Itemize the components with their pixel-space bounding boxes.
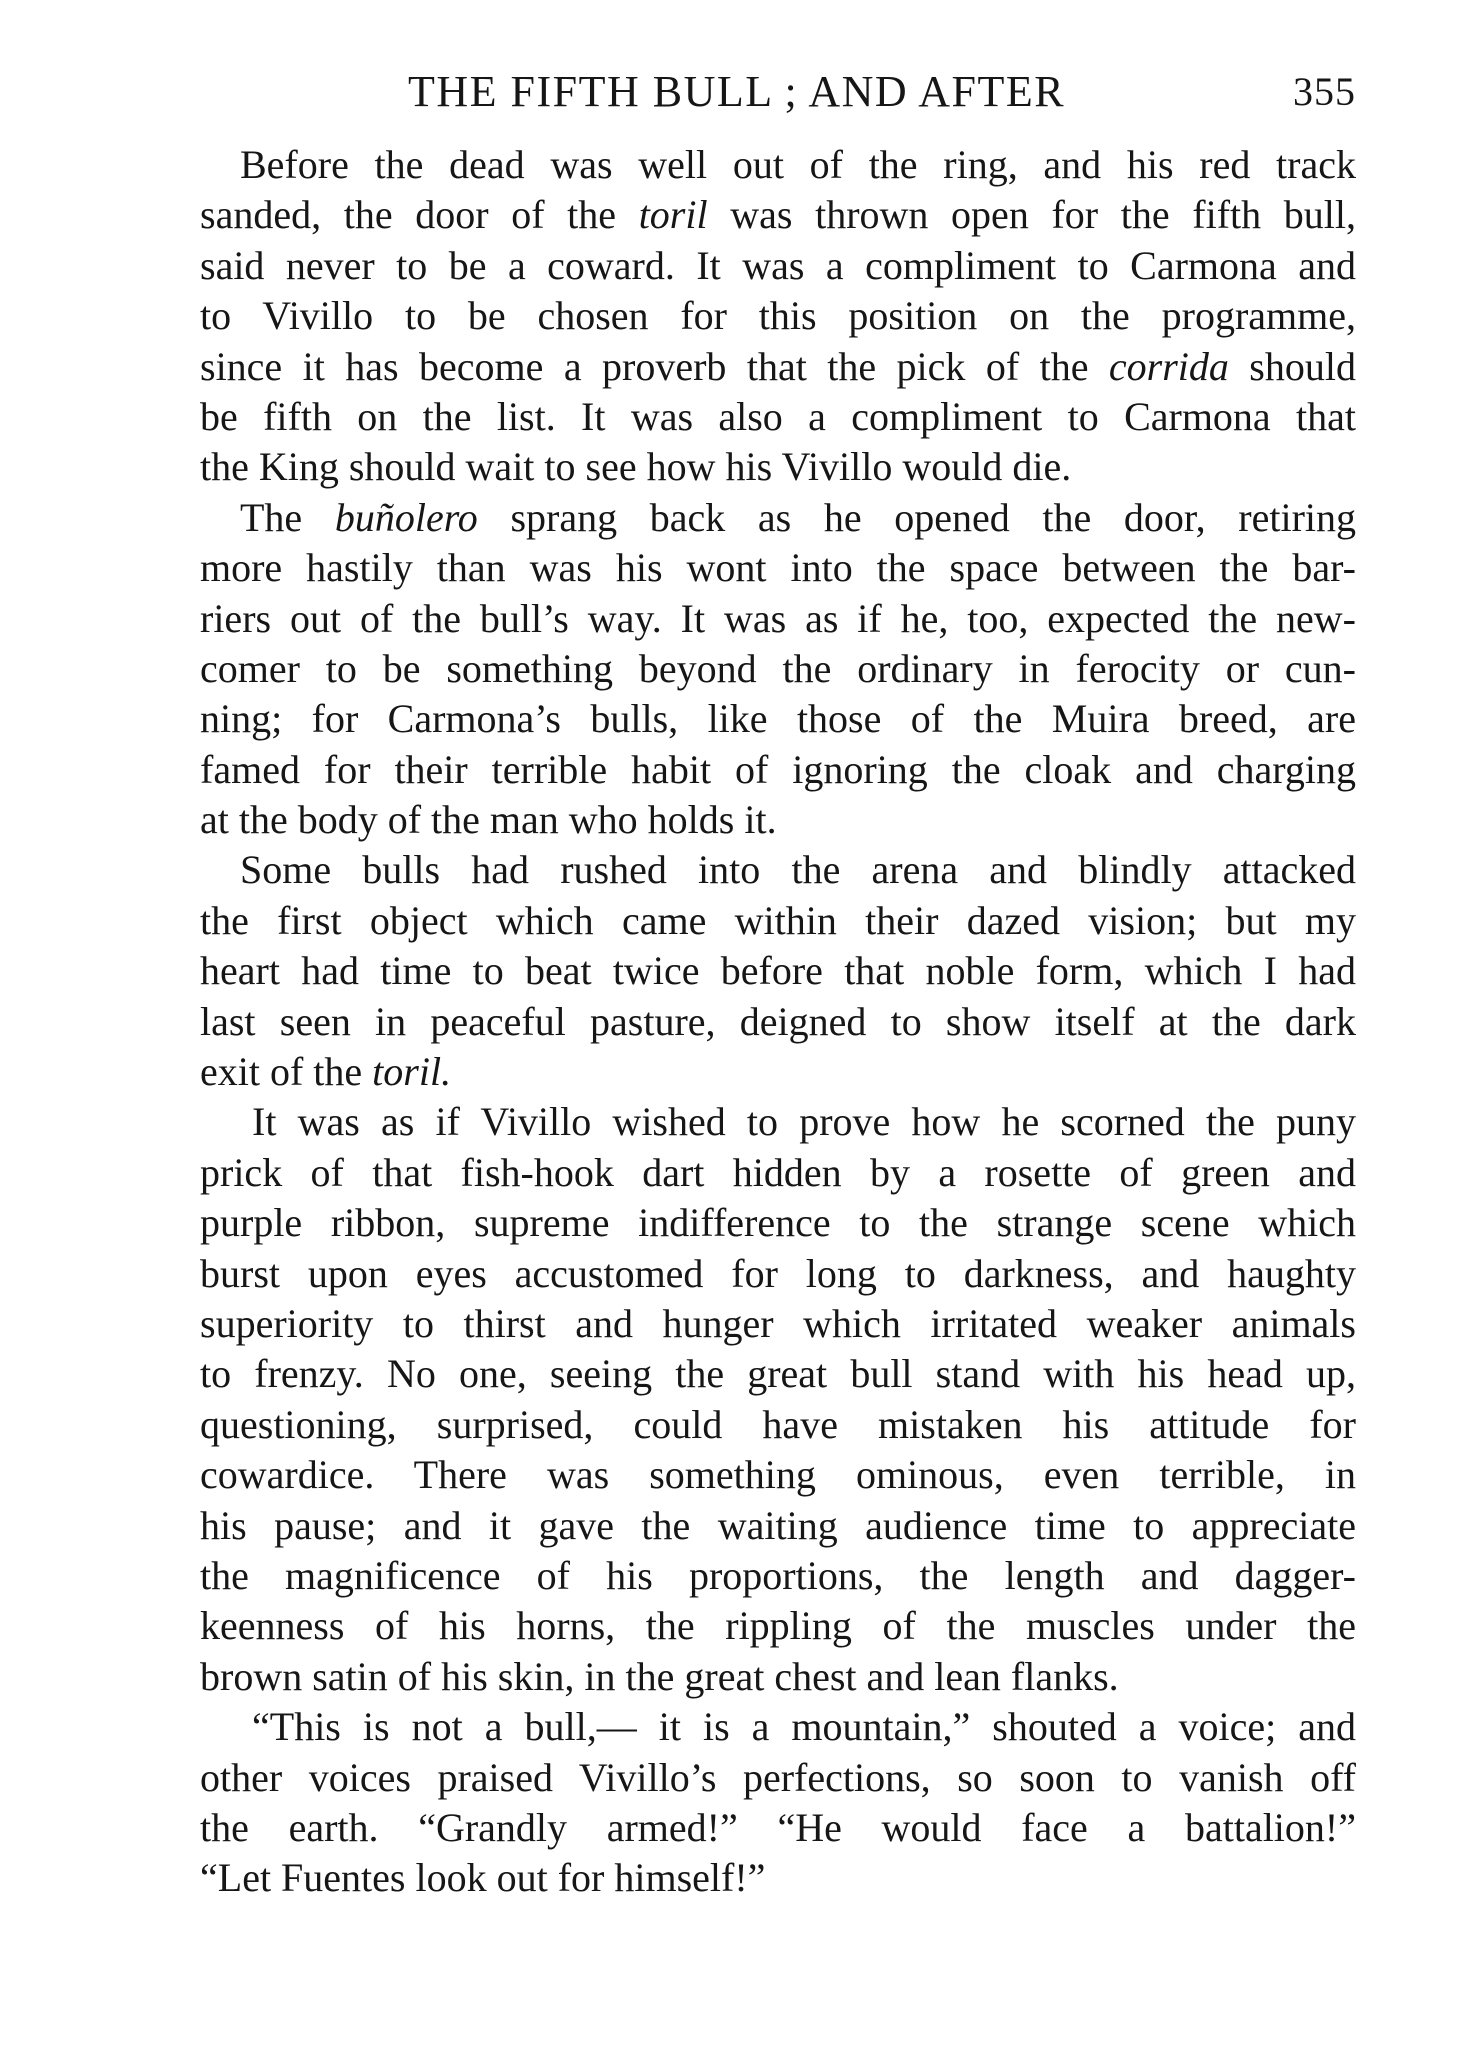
italic-word: toril. <box>372 1049 452 1095</box>
text-run: “This is not a bull,— it is a mountain,” shouted a voice; and <box>252 1704 1356 1750</box>
text-run: riers out of the bull’s way. It was as if he, too, expected the new- <box>200 595 1356 641</box>
text-line <box>200 1198 1356 1248</box>
text-run: to frenzy. No one, seeing the great bull stand with his head up, <box>200 1351 1356 1397</box>
text-line <box>200 644 1356 694</box>
italic-word: buñolero <box>334 494 478 540</box>
text-run: ning; for Carmona’s bulls, like those of the Muira breed, are <box>200 696 1356 742</box>
text-line <box>200 1652 1356 1702</box>
text-line <box>200 442 1356 492</box>
text-run: the King should wait to see how his Vivillo would die. <box>200 444 1072 490</box>
body-text <box>200 140 1356 1904</box>
text-run: questioning, surprised, could have mistaken his attitude for <box>200 1401 1356 1447</box>
text-line <box>200 845 1356 895</box>
paragraph <box>200 140 1356 493</box>
paragraph <box>200 1097 1356 1702</box>
text-run: the first object which came within their dazed vision; but my <box>200 897 1356 943</box>
text-line <box>200 1047 1356 1097</box>
text-run: said never to be a coward. It was a compliment to Carmona and <box>200 242 1356 288</box>
text-run: should <box>1228 343 1356 389</box>
italic-word: toril <box>638 192 708 238</box>
text-run: the magnificence of his proportions, the length and dagger- <box>200 1552 1356 1598</box>
text-line <box>200 392 1356 442</box>
text-line <box>200 493 1356 543</box>
text-line <box>200 543 1356 593</box>
text-run: was thrown open for the fifth bull, <box>707 192 1356 238</box>
text-run: comer to be something beyond the ordinary in ferocity or cun- <box>200 645 1356 691</box>
text-run: “Let Fuentes look out for himself!” <box>200 1855 766 1901</box>
text-run: last seen in peaceful pasture, deigned to show itself at the dark <box>200 998 1356 1044</box>
paragraph <box>200 845 1356 1097</box>
text-run: purple ribbon, supreme indifference to the strange scene which <box>200 1200 1356 1246</box>
text-line <box>200 1601 1356 1651</box>
text-line <box>200 896 1356 946</box>
page-number: 355 <box>1293 69 1356 114</box>
text-run: famed for their terrible habit of ignoring the cloak and charging <box>200 746 1356 792</box>
text-run: more hastily than was his wont into the space between the bar- <box>200 545 1356 591</box>
italic-word: corrida <box>1108 343 1229 389</box>
paragraph <box>200 493 1356 846</box>
text-line <box>200 140 1356 190</box>
text-run: at the body of the man who holds it. <box>200 797 777 843</box>
text-line <box>200 745 1356 795</box>
running-title: THE FIFTH BULL ; AND AFTER <box>408 67 1066 116</box>
text-run: keenness of his horns, the rippling of the muscles under the <box>200 1603 1356 1649</box>
text-line <box>200 241 1356 291</box>
text-run: prick of that fish-hook dart hidden by a rosette of green and <box>200 1149 1356 1195</box>
text-line <box>200 1853 1356 1903</box>
text-run: since it has become a proverb that the pick of the <box>200 343 1109 389</box>
text-run: The <box>240 494 335 540</box>
text-line <box>200 694 1356 744</box>
text-line <box>200 1450 1356 1500</box>
text-run: other voices praised Vivillo’s perfections, so soon to vanish off <box>200 1754 1356 1800</box>
text-run: superiority to thirst and hunger which irritated weaker animals <box>200 1300 1356 1346</box>
text-run: his pause; and it gave the waiting audience time to appreciate <box>200 1502 1356 1548</box>
text-line <box>200 1349 1356 1399</box>
text-run: the earth. “Grandly armed!” “He would face a battalion!” <box>200 1804 1356 1850</box>
text-line <box>200 342 1356 392</box>
text-line <box>200 1299 1356 1349</box>
text-line <box>200 795 1356 845</box>
text-run: sanded, the door of the <box>200 192 639 238</box>
running-head <box>200 62 1356 122</box>
text-run: It was as if Vivillo wished to prove how he scorned the puny <box>252 1099 1356 1145</box>
text-run: be fifth on the list. It was also a compliment to Carmona that <box>200 393 1356 439</box>
text-line <box>200 1097 1356 1147</box>
paragraph <box>200 1702 1356 1904</box>
text-run: to Vivillo to be chosen for this position on the programme, <box>200 293 1356 339</box>
text-run: cowardice. There was something ominous, even terrible, in <box>200 1452 1356 1498</box>
text-line <box>200 1501 1356 1551</box>
text-run: Before the dead was well out of the ring, and his red track <box>240 142 1356 187</box>
text-run: burst upon eyes accustomed for long to darkness, and haughty <box>200 1250 1356 1296</box>
text-run: exit of the <box>200 1049 373 1095</box>
text-run: heart had time to beat twice before that noble form, which I had <box>200 948 1356 994</box>
text-line <box>200 291 1356 341</box>
text-line <box>200 997 1356 1047</box>
text-line <box>200 190 1356 240</box>
text-line <box>200 946 1356 996</box>
text-line <box>200 1148 1356 1198</box>
text-line <box>200 1249 1356 1299</box>
text-run: sprang back as he opened the door, retiring <box>477 494 1357 540</box>
text-run: Some bulls had rushed into the arena and blindly attacked <box>240 847 1356 893</box>
text-line <box>200 1400 1356 1450</box>
text-line <box>200 594 1356 644</box>
text-run: brown satin of his skin, in the great chest and lean flanks. <box>200 1653 1119 1699</box>
text-line <box>200 1702 1356 1752</box>
text-line <box>200 1551 1356 1601</box>
text-line <box>200 1753 1356 1803</box>
text-line <box>200 1803 1356 1853</box>
